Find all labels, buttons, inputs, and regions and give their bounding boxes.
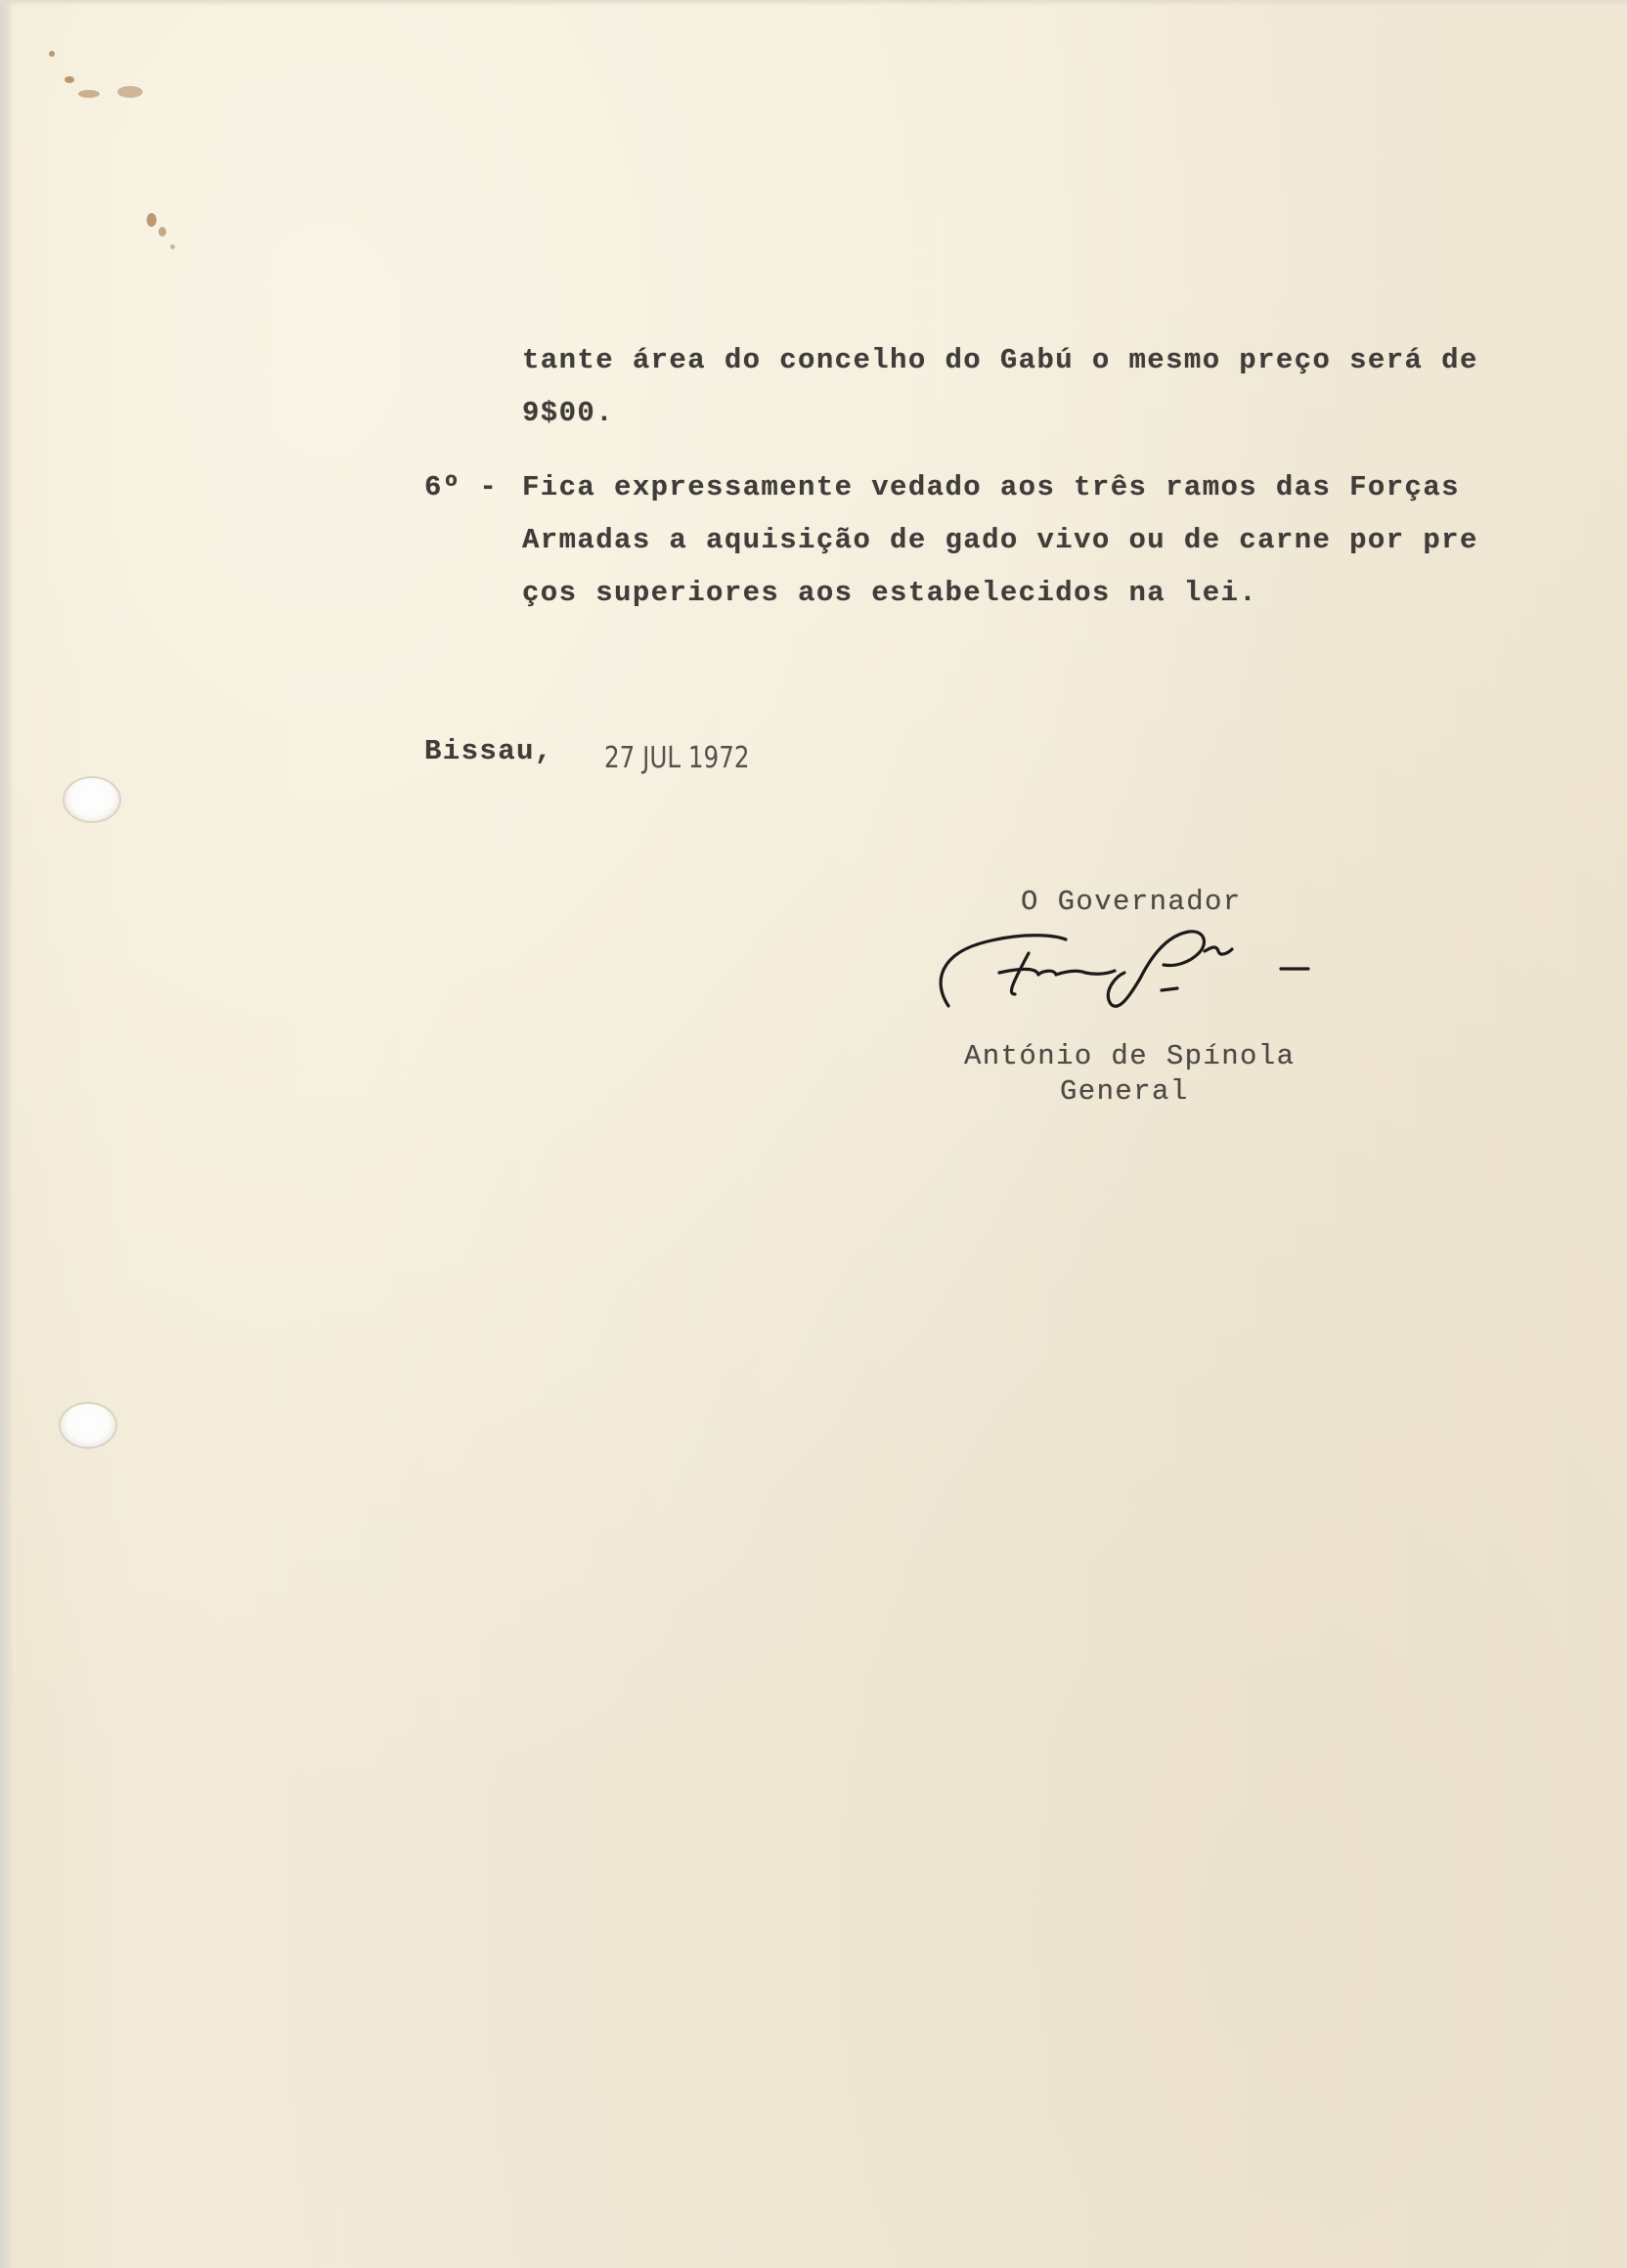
rust-stain — [170, 244, 175, 249]
rust-stain — [78, 90, 100, 98]
rust-stain — [117, 86, 143, 98]
paragraph-line: 9$00. — [522, 397, 615, 429]
punch-hole — [65, 778, 119, 821]
item-line: ços superiores aos estabelecidos na lei. — [522, 577, 1258, 609]
place-label: Bissau, — [424, 735, 553, 767]
signature-title: O Governador — [1021, 886, 1242, 918]
signatory-rank: General — [1060, 1075, 1189, 1108]
item-line: Armadas a aquisição de gado vivo ou de carne por pre — [522, 524, 1478, 556]
item-line: Fica expressamente vedado aos três ramos das Forças — [522, 471, 1460, 503]
item-number: 6º - — [424, 471, 499, 503]
rust-stain — [49, 51, 55, 57]
paragraph-line: tante área do concelho do Gabú o mesmo preço será de — [522, 344, 1478, 376]
signatory-name: António de Spínola — [964, 1040, 1296, 1072]
handwritten-signature — [919, 914, 1330, 1026]
paper-left-edge — [0, 0, 14, 2268]
rust-stain — [147, 213, 156, 227]
punch-hole — [61, 1404, 115, 1447]
rust-stain — [65, 76, 74, 83]
paper-top-edge — [0, 0, 1627, 6]
rust-stain — [158, 227, 166, 237]
date-stamp: 27 JUL 1972 — [604, 741, 750, 775]
